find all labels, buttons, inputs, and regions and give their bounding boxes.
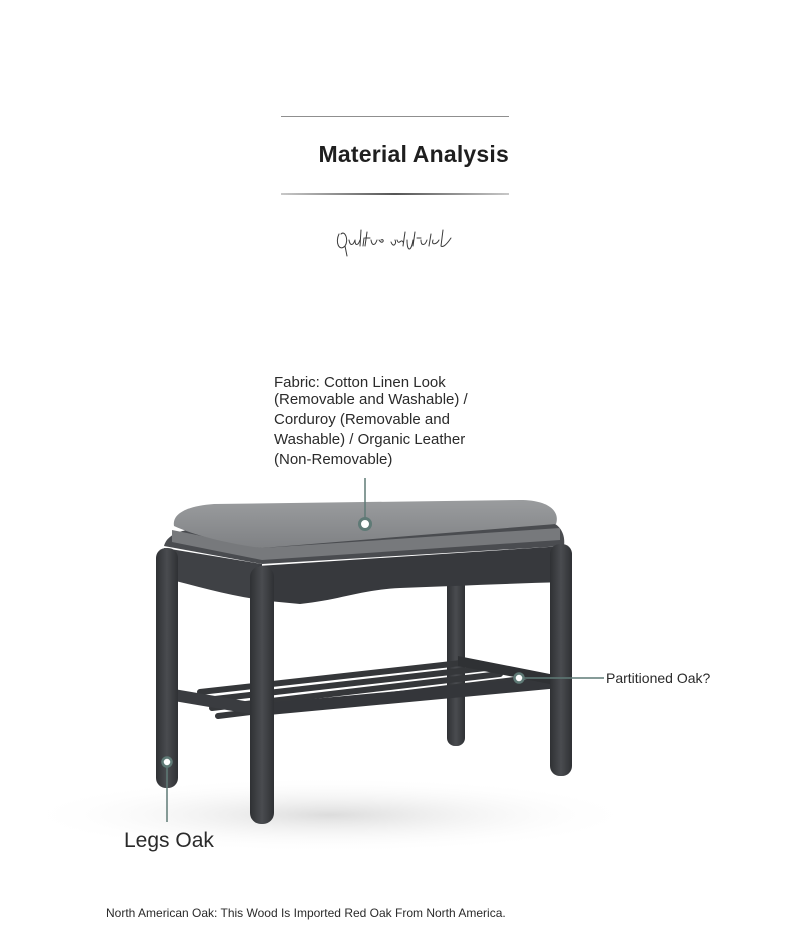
fabric-callout-line1: Fabric: Cotton Linen Look xyxy=(274,374,446,391)
legs-marker-dot xyxy=(163,758,172,767)
floor-shadow xyxy=(20,777,640,853)
front-leg-left xyxy=(156,548,178,788)
partitioned-oak-label: Partitioned Oak? xyxy=(606,670,711,686)
fabric-marker-dot xyxy=(360,519,371,530)
back-leg-left xyxy=(447,560,465,746)
legs-oak-label: Legs Oak xyxy=(124,829,214,852)
footnote-text: North American Oak: This Wood Is Imported Red Oak From North America. xyxy=(106,906,506,920)
front-leg-right xyxy=(550,544,572,776)
page-title: Material Analysis xyxy=(318,141,509,167)
fabric-callout-detail: (Removable and Washable) / Corduroy (Removable and Washable) / Organic Leather (Non-Removable) xyxy=(274,391,468,468)
oak-marker-dot xyxy=(515,674,524,683)
front-leg-middle xyxy=(250,566,274,824)
